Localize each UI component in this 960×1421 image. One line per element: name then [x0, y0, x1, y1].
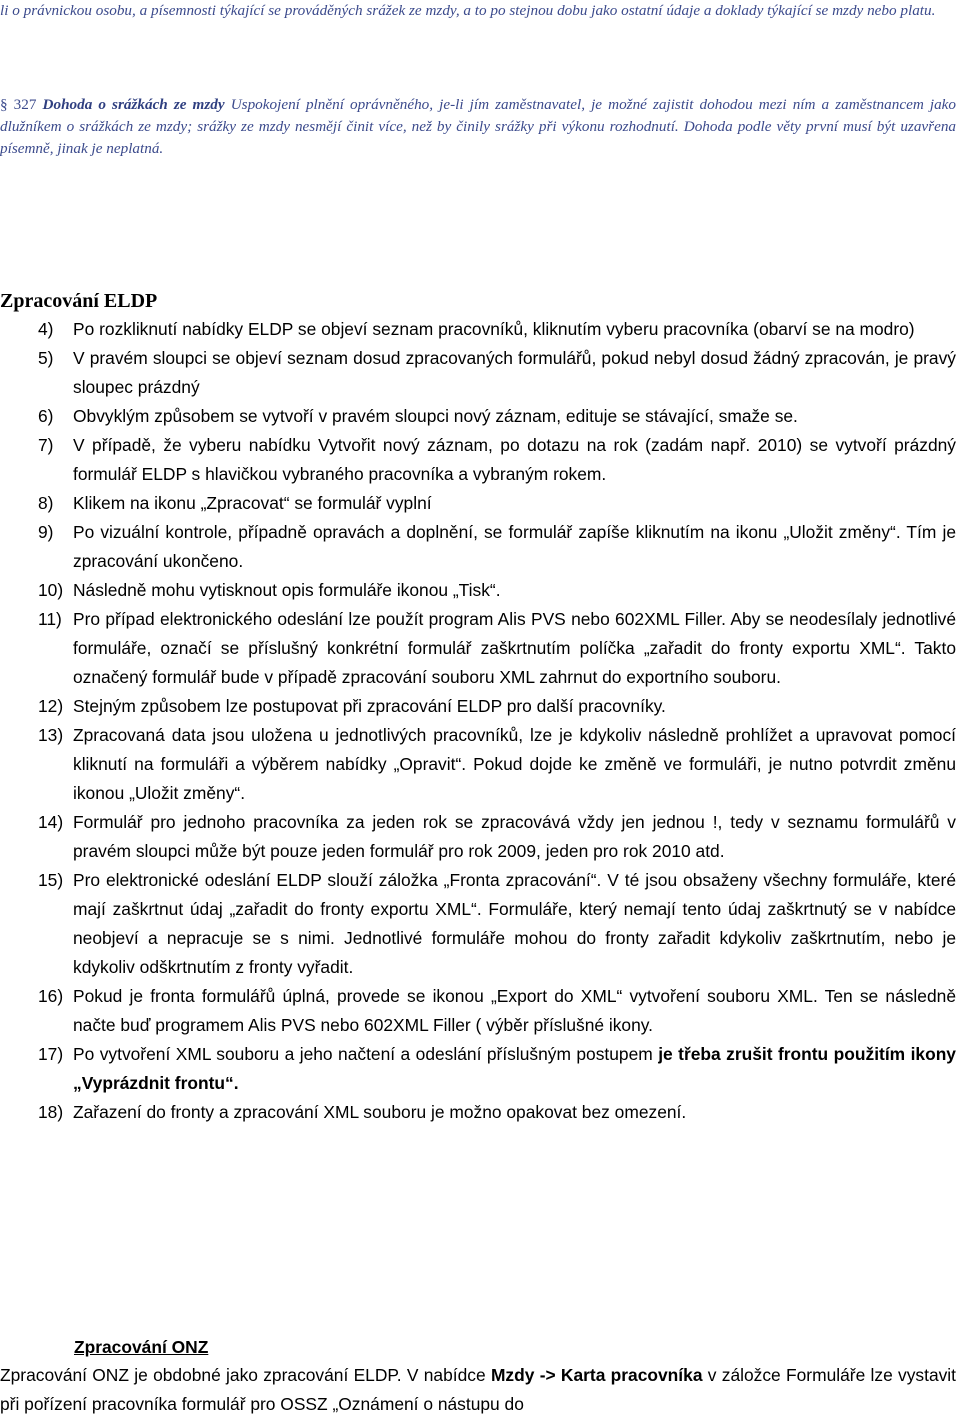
- list-item: [0, 489, 956, 518]
- list-item-text: V pravém sloupci se objeví seznam dosud zpracovaných formulářů, pokud nebyl dosud žádný zpracován, je pravý sloupec prázdný: [73, 348, 956, 397]
- list-item: [0, 808, 956, 866]
- onz-text-1: Zpracování ONZ je obdobné jako zpracování ELDP. V nabídce: [0, 1365, 491, 1385]
- list-item-text: Po vizuální kontrole, případně opravách a doplnění, se formulář zapíše kliknutím na ikonu „Uložit změny“. Tím je zpracování ukončeno.: [73, 522, 956, 571]
- list-item-number: 15): [38, 870, 64, 890]
- list-item: [0, 692, 956, 721]
- onz-paragraph: [0, 1361, 956, 1419]
- list-item-text: Pokud je fronta formulářů úplná, provede se ikonou „Export do XML“ vytvoření souboru XML. Ten se následně načte buď programem Alis PVS nebo 602XML Filler ( výběr příslušné ikony.: [73, 986, 956, 1035]
- section-text-a: Uspokojení plnění oprávněného, je-li jím zaměstnavatel, je možné zajistit dohodou mezi ním a zaměstnancem jako dlužníkem o srážkách ze mzdy; srážky ze mzdy nesmějí činit více, než by činily srážky při výkonu rozhodnutí.: [0, 96, 957, 135]
- list-item-number: 10): [38, 580, 64, 600]
- list-item-text: V případě, že vyberu nabídku Vytvořit nový záznam, po dotazu na rok (zadám např. 2010) se vytvoří prázdný formulář ELDP s hlavičkou vybraného pracovníka a vybraným rokem.: [73, 435, 956, 484]
- list-item-text: Obvyklým způsobem se vytvoří v pravém sloupci nový záznam, edituje se stávající, smaže se.: [73, 406, 798, 426]
- list-item-number: 5): [38, 348, 54, 368]
- list-item-number: 17): [38, 1044, 64, 1064]
- list-item-number: 7): [38, 435, 54, 455]
- list-item-text: Pro elektronické odeslání ELDP slouží záložka „Fronta zpracování“. V té jsou obsaženy všechny formuláře, které mají zaškrtnut údaj „zařadit do fronty exportu XML“. Formuláře, který nemají tento údaj zaškrtnutý se v nabídce neobjeví a nepracuje se s nimi. Jednotlivé formuláře mohou do fronty zařadit kdykoliv zaškrtnutím, nebo je kdykoliv odškrtnutím z fronty vyřadit.: [73, 870, 956, 977]
- list-item: [0, 431, 956, 489]
- list-item: [0, 1040, 956, 1098]
- list-item-text: Stejným způsobem lze postupovat při zpracování ELDP pro další pracovníky.: [73, 696, 666, 716]
- list-item: [0, 1098, 956, 1127]
- heading-onz: Zpracování ONZ: [74, 1337, 209, 1357]
- list-item-number: 16): [38, 986, 64, 1006]
- list-item-text: Formulář pro jednoho pracovníka za jeden rok se zpracovává vždy jen jednou !, tedy v seznamu formulářů v pravém sloupci může být pouze jeden formulář pro rok 2009, jeden pro rok 2010 atd.: [73, 812, 956, 861]
- list-item-text: Po vytvoření XML souboru a jeho načtení a odeslání příslušným postupem: [73, 1044, 659, 1064]
- list-item: [0, 402, 956, 431]
- list-item: [0, 344, 956, 402]
- list-item-text: Po rozkliknutí nabídky ELDP se objeví seznam pracovníků, kliknutím vyberu pracovníka (obarví se na modro): [73, 319, 915, 339]
- section-mark: §: [0, 96, 8, 113]
- list-item: [0, 982, 956, 1040]
- section-number: 327: [13, 96, 37, 113]
- list-item-number: 12): [38, 696, 64, 716]
- section-text-b: Dohoda podle věty první musí být uzavřena písemně, jinak je neplatná.: [0, 118, 957, 157]
- onz-text-2: v záložce Formuláře lze vystavit při pořízení pracovníka formulář pro OSSZ „Oznámení o nástupu do: [0, 1365, 957, 1414]
- onz-menu-path: Mzdy -> Karta pracovníka: [490, 1365, 703, 1385]
- list-item-text: Zpracovaná data jsou uložena u jednotlivých pracovníků, lze je kdykoliv následně prohlížet a upravovat pomocí kliknutí na formuláři a výběrem nabídky „Opravit“. Pokud dojde ke změně ve formuláři, je nutno potvrdit změnu ikonou „Uložit změny“.: [73, 725, 956, 803]
- list-item-number: 14): [38, 812, 64, 832]
- list-item-text: Klikem na ikonu „Zpracovat“ se formulář vyplní: [73, 493, 432, 513]
- list-item: [0, 605, 956, 692]
- list-item-number: 9): [38, 522, 54, 542]
- list-item: [0, 721, 956, 808]
- heading-eldp: Zpracování ELDP: [0, 290, 158, 312]
- list-item: [0, 315, 956, 344]
- list-item-text: Pro případ elektronického odeslání lze použít program Alis PVS nebo 602XML Filler. Aby se neodesílaly jednotlivé formuláře, označí se příslušný konkrétní formulář zaškrtnutím políčka „zařadit do fronty exportu XML“. Takto označený formulář bude v případě zpracování souboru XML zahrnut do exportního souboru.: [73, 609, 956, 687]
- list-item-text: Zařazení do fronty a zpracování XML souboru je možno opakovat bez omezení.: [73, 1102, 687, 1122]
- list-item-number: 11): [38, 609, 62, 629]
- list-item-number: 8): [38, 493, 54, 513]
- eldp-steps-list: [0, 315, 956, 1127]
- list-item-number: 13): [38, 725, 64, 745]
- list-item-text: Následně mohu vytisknout opis formuláře ikonou „Tisk“.: [73, 580, 501, 600]
- law-paragraph-327: [0, 94, 956, 160]
- list-item: [0, 866, 956, 982]
- list-item-number: 18): [38, 1102, 64, 1122]
- law-text-continuation: li o právnickou osobu, a písemnosti týkající se prováděných srážek ze mzdy, a to po stejnou dobu jako ostatní údaje a doklady týkající se mzdy nebo platu.: [0, 2, 936, 19]
- list-item-bold-text: je třeba zrušit frontu použitím ikony „Vyprázdnit frontu“.: [73, 1044, 956, 1093]
- list-item: [0, 576, 956, 605]
- section-title: Dohoda o srážkách ze mzdy: [42, 96, 225, 113]
- list-item: [0, 518, 956, 576]
- list-item-number: 4): [38, 319, 54, 339]
- list-item-number: 6): [38, 406, 54, 426]
